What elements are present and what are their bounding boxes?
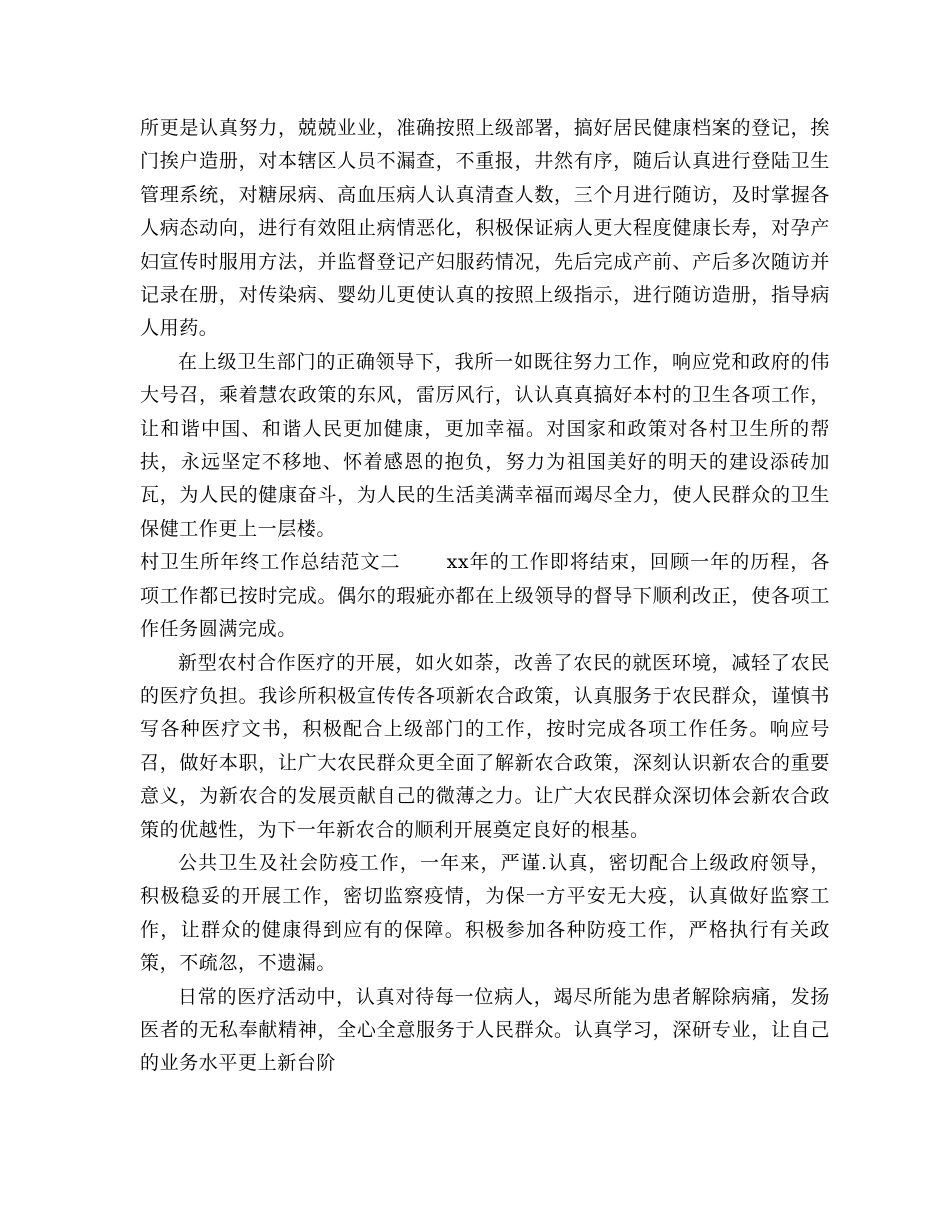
section-title: 村卫生所年终工作总结范文二 [140, 551, 401, 574]
document-body [140, 112, 830, 1081]
paragraph-leadership: 在上级卫生部门的正确领导下，我所一如既往努力工作，响应党和政府的伟大号召，乘着慧农政策的东风，雷厉风行，认认真真搞好本村的卫生各项工作，让和谐中国、和谐人民更加健康，更加幸福。对国家和政策对各村卫生所的帮扶，永远坚定不移地、怀着感恩的抱负，努力为祖国美好的明天的建设添砖加瓦，为人民的健康奋斗，为人民的生活美满幸福而竭尽全力，使人民群众的卫生保健工作更上一层楼。 [140, 350, 830, 540]
paragraph-daily-medical: 日常的医疗活动中，认真对待每一位病人，竭尽所能为患者解除病痛，发扬医者的无私奉献精神，全心全意服务于人民群众。认真学习，深研专业，让自己的业务水平更上新台阶 [140, 985, 830, 1075]
paragraph-continuation: 所更是认真努力，兢兢业业，准确按照上级部署，搞好居民健康档案的登记，挨门挨户造册，对本辖区人员不漏查，不重报，井然有序，随后认真进行登陆卫生管理系统，对糖尿病、高血压病人认真清查人数，三个月进行随访，及时掌握各人病态动向，进行有效阻止病情恶化，积极保证病人更大程度健康长寿，对孕产妇宣传时服用方法，并监督登记产妇服药情况，先后完成产前、产后多次随访并记录在册，对传染病、婴幼儿更使认真的按照上级指示，进行随访造册，指导病人用药。 [140, 117, 830, 340]
paragraph-public-health: 公共卫生及社会防疫工作，一年来，严谨.认真，密切配合上级政府领导，积极稳妥的开展工作，密切监察疫情，为保一方平安无大疫，认真做好监察工作，让群众的健康得到应有的保障。积极参加各种防疫工作，严格执行有关政策，不疏忽，不遗漏。 [140, 851, 830, 975]
section-heading-paragraph [140, 546, 830, 646]
paragraph-rural-cooperative-medical: 新型农村合作医疗的开展，如火如荼，改善了农民的就医环境，减轻了农民的医疗负担。我诊所积极宣传传各项新农合政策，认真服务于农民群众，谨慎书写各种医疗文书，积极配合上级部门的工作，按时完成各项工作任务。响应号召，做好本职，让广大农民群众更全面了解新农合政策，深刻认识新农合的重要意义，为新农合的发展贡献自己的微薄之力。让广大农民群众深切体会新农合政策的优越性，为下一年新农合的顺利开展奠定良好的根基。 [140, 651, 830, 841]
section-intro-text: xx年的工作即将结束，回顾一年的历程，各项工作都已按时完成。偶尔的瑕疵亦都在上级领导的督导下顺利改正，使各项工作任务圆满完成。 [140, 551, 830, 641]
